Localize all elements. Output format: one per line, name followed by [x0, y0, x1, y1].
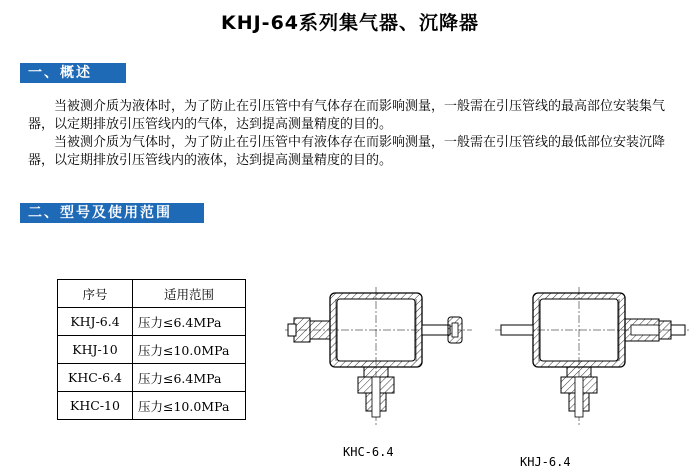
table-cell-model: KHC-10	[58, 392, 133, 420]
table-cell-range: 压力≤6.4MPa	[133, 308, 246, 336]
table-cell-range: 压力≤10.0MPa	[133, 336, 246, 364]
overview-paragraph-2: 当被测介质为气体时，为了防止在引压管中有液体存在而影响测量，一般需在引压管线的最低部位安装沉降器，以定期排放引压管线内的液体，达到提高测量精度的目的。	[28, 135, 666, 168]
table-cell-model: KHC-6.4	[58, 364, 133, 392]
khj-6-4-drawing	[495, 285, 695, 435]
table-header-cell: 序号	[58, 280, 133, 308]
overview-paragraph-1: 当被测介质为液体时，为了防止在引压管中有气体存在而影响测量，一般需在引压管线的最高部位安装集气器，以定期排放引压管线内的气体，达到提高测量精度的目的。	[28, 99, 666, 132]
table-cell-range: 压力≤6.4MPa	[133, 364, 246, 392]
table-cell-range: 压力≤10.0MPa	[133, 392, 246, 420]
section-header-models: 二、型号及使用范围	[20, 203, 204, 223]
table-row	[58, 308, 246, 336]
model-spec-table	[57, 279, 246, 420]
overview-text	[28, 98, 688, 170]
drain-fitting	[364, 367, 388, 377]
figure-caption-khc: KHC-6.4	[343, 445, 394, 459]
bottom-fitting	[567, 367, 591, 377]
table-cell-model: KHJ-6.4	[58, 308, 133, 336]
table-cell-model: KHJ-10	[58, 336, 133, 364]
table-row	[58, 392, 246, 420]
figure-caption-khj: KHJ-6.4	[520, 455, 571, 469]
khc-6-4-drawing	[280, 285, 480, 435]
table-header-cell: 适用范围	[133, 280, 246, 308]
table-row	[58, 336, 246, 364]
table-header-row	[58, 280, 246, 308]
page-title: KHJ-64系列集气器、沉降器	[220, 12, 480, 34]
table-row	[58, 364, 246, 392]
section-header-overview: 一、概述	[20, 63, 126, 83]
